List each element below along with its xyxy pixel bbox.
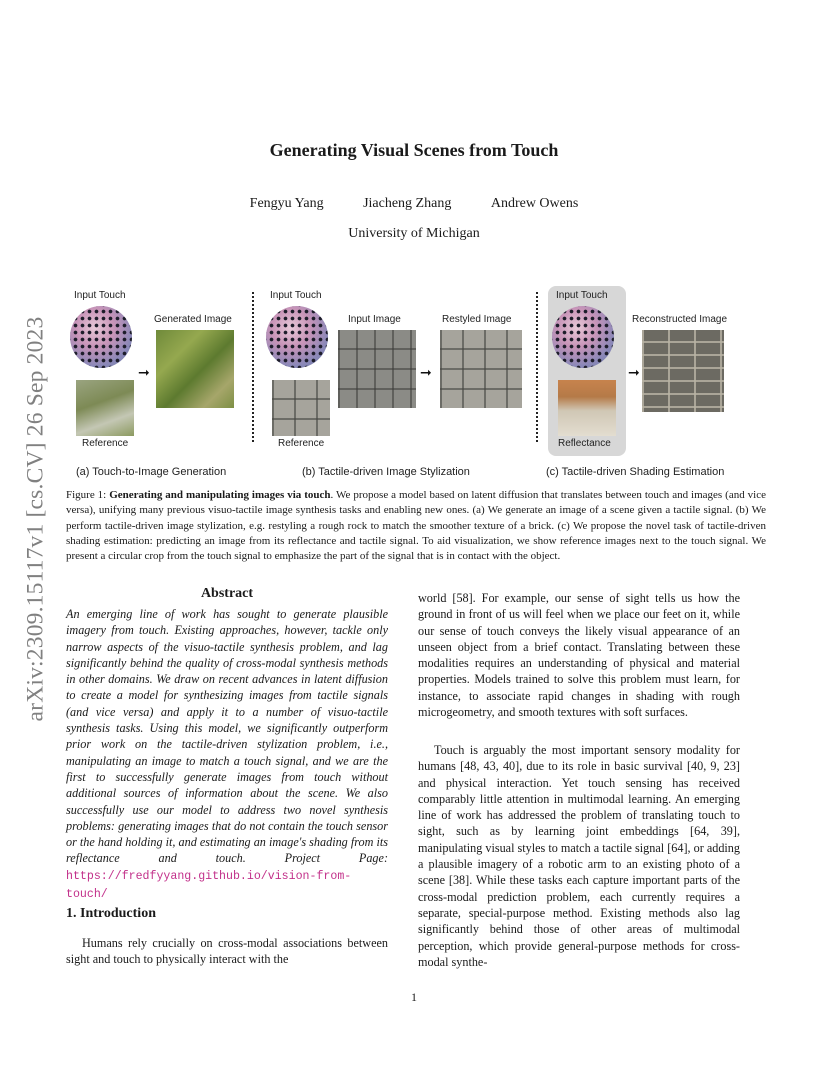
author-list <box>0 196 828 212</box>
label-reference-a: Reference <box>82 438 129 449</box>
subcaption-b: (b) Tactile-driven Image Stylization <box>302 466 470 478</box>
abstract-text: An emerging line of work has sought to generate plausible imagery from touch. Existing approaches, however, tackle only narrow aspects of the visuo-tactile synthesis problem, and lag significantly behind the quality of cross-modal synthesis methods in other domains. We draw on recent advances in latent diffusion to create a model for synthesizing images from tactile signals (and vice versa) and apply it to a number of visuo-tactile synthesis tasks. Using this model, we significantly outperform prior work on the tactile-driven stylization problem, i.e., manipulating an image to match a touch signal, and we are the first to successfully generate images from touch without additional sources of information about the scene. We also successfully use our model to address two novel synthesis problems: generating images that do not contain the touch sensor or the hand holding it, and estimating an image's shading from its reflectance and touch. Project Page: <box>66 607 388 866</box>
reference-image-a <box>76 380 134 436</box>
divider <box>252 292 254 442</box>
intro-paragraph-2: Touch is arguably the most important sensory modality for humans [48, 43, 40], due to its role in basic survival [40, 9, 23] and physical interaction. Yet touch sensing has received comparably little attention in multimodal learning. An emerging line of work has addressed the problem of translating touch to sight, such as by learning joint embeddings [64, 39], manipulating visual styles to match a tactile signal [64], or adding a plausible imagery of a robotic arm to an existing photo of a scene [38]. While these tasks each capture important parts of the cross-modal prediction problem, each currently requires a separate, special-purpose method. Existing methods also lag significantly behind those of other areas of multimodal perception, which provide general-purpose methods for cross-modal synthe- <box>418 743 740 969</box>
figure-1 <box>66 284 766 489</box>
label-input-touch-b: Input Touch <box>270 290 322 301</box>
restyled-image <box>440 330 522 408</box>
label-input-touch-c: Input Touch <box>556 290 608 301</box>
caption-label: Figure 1: <box>66 489 110 501</box>
paper-title: Generating Visual Scenes from Touch <box>269 140 559 160</box>
author: Fengyu Yang <box>249 196 324 211</box>
abstract-heading: Abstract <box>200 586 254 601</box>
reference-image-b <box>272 380 330 436</box>
touch-signal-image-b <box>266 306 328 368</box>
label-reference-b: Reference <box>278 438 325 449</box>
divider <box>536 292 538 442</box>
arrow-icon: ➞ <box>420 364 432 380</box>
touch-signal-image-c <box>552 306 614 368</box>
generated-image <box>156 330 234 408</box>
subcaption-c: (c) Tactile-driven Shading Estimation <box>546 466 725 478</box>
intro-paragraph-1: world [58]. For example, our sense of sight tells us how the ground in front of us will feel when we place our feet on it, while our sense of touch conveys the likely visual appearance of an unseen object from a brief contact. Translating between these modalities requires an understanding of physical and material properties. Models trained to solve this problem must learn, for instance, to associate rapid changes in shading with rough microgeometry, and smooth textures with soft surfaces. <box>418 591 740 720</box>
reconstructed-image <box>642 330 724 412</box>
label-input-image: Input Image <box>348 314 401 325</box>
arrow-icon: ➞ <box>138 364 150 380</box>
input-image <box>338 330 416 408</box>
arrow-icon: ➞ <box>628 364 640 380</box>
label-reflectance: Reflectance <box>558 438 611 449</box>
label-restyled-image: Restyled Image <box>442 314 512 325</box>
caption-text: . We propose a model based on latent diffusion that translates between touch and images (and vice versa), unifying many previous visuo-tactile image synthesis tasks and enabling new ones. (a) We generate an image of a scene given a tactile signal. (b) We perform tactile-driven image stylization, e.g. restyling a rough rock to match the smoother texture of a brick. (c) We propose the novel task of tactile-driven shading estimation: predicting an image from its reflectance and tactile signal. To aid visualization, we show reference images next to the touch signal. We present a circular crop from the touch signal to emphasize the part of the signal that is in contact with the object. <box>66 489 766 563</box>
touch-signal-image-a <box>70 306 132 368</box>
project-page-link[interactable]: https://fredfyyang.github.io/vision-from-touch/ <box>66 869 352 902</box>
section-heading: 1. Introduction <box>66 906 156 921</box>
author: Andrew Owens <box>490 196 579 211</box>
page-number: 1 <box>411 990 417 1004</box>
abstract-body <box>66 606 388 903</box>
arxiv-stamp <box>14 274 58 764</box>
reflectance-image <box>558 380 616 436</box>
caption-bold: Generating and manipulating images via touch <box>109 489 331 501</box>
arxiv-id: arXiv:2309.15117v1 [cs.CV] 26 Sep 2023 <box>22 316 49 722</box>
affiliation: University of Michigan <box>348 226 480 241</box>
label-generated-image: Generated Image <box>154 314 232 325</box>
label-input-touch-a: Input Touch <box>74 290 126 301</box>
subcaption-a: (a) Touch-to-Image Generation <box>76 466 227 478</box>
author: Jiacheng Zhang <box>363 196 452 211</box>
label-reconstructed-image: Reconstructed Image <box>632 314 728 325</box>
figure-caption <box>66 488 766 564</box>
intro-paragraph-0: Humans rely crucially on cross-modal associations between sight and touch to physically interact with the <box>66 936 388 967</box>
